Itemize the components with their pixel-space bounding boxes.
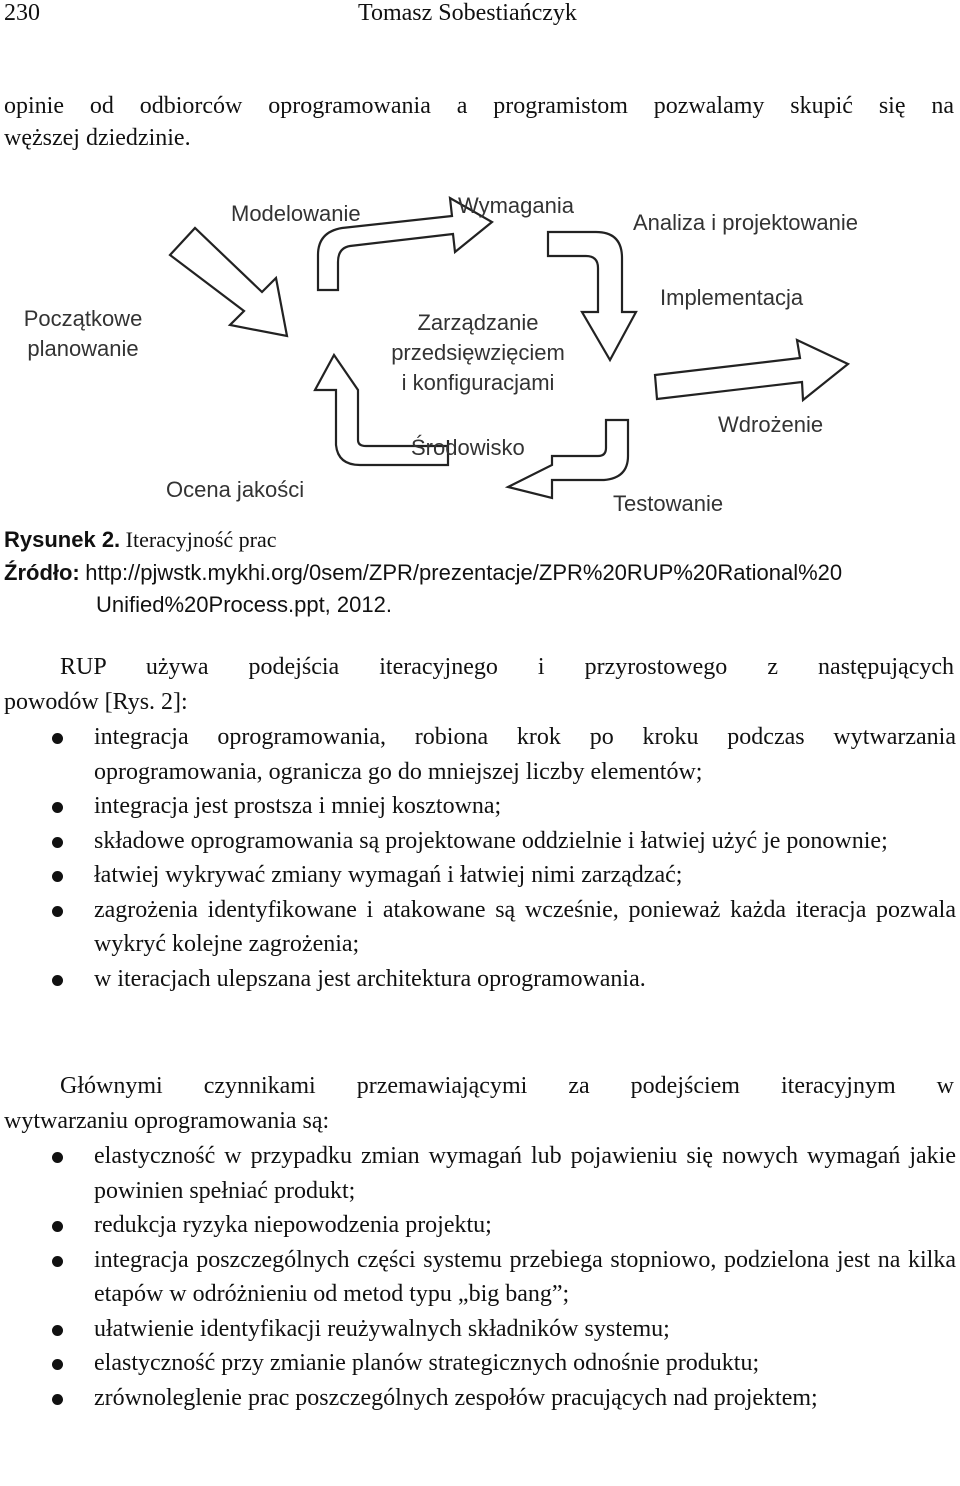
list-item: integracja oprogramowania, robiona krok po kroku podczas wytwarzania oprogramowania, ogranicza go do mniejszej liczby elementów; bbox=[0, 720, 956, 789]
figure-source bbox=[4, 557, 954, 621]
list-item: zrównoleglenie prac poszczególnych zespołów pracujących nad projektem; bbox=[0, 1381, 956, 1416]
list-item: integracja jest prostsza i mniej kosztowna; bbox=[0, 789, 956, 824]
intro-line-1: opinie od odbiorców oprogramowania a programistom pozwalamy skupić się na bbox=[4, 93, 954, 119]
label-wdrozenie: Wdrożenie bbox=[718, 412, 824, 437]
caption-label: Rysunek 2. bbox=[4, 527, 121, 552]
list-item: składowe oprogramowania są projektowane oddzielnie i łatwiej użyć je ponownie; bbox=[0, 824, 956, 859]
label-zarzadzanie bbox=[378, 308, 578, 398]
list-item: ułatwienie identyfikacji reużywalnych składników systemu; bbox=[0, 1312, 956, 1347]
paragraph-factors-line-2: wytwarzaniu oprogramowania są: bbox=[4, 1107, 330, 1134]
paragraph-factors-line-1: Głównymi czynnikami przemawiającymi za podejściem iteracyjnym w bbox=[60, 1073, 954, 1099]
label-modelowanie: Modelowanie bbox=[231, 201, 361, 226]
factors-list bbox=[0, 1139, 956, 1415]
label-wymagania: Wymagania bbox=[458, 193, 574, 218]
paragraph-rup-line-2: powodów [Rys. 2]: bbox=[4, 688, 188, 715]
paragraph-factors bbox=[4, 1069, 954, 1138]
intro-paragraph bbox=[4, 90, 954, 154]
arrow-planning bbox=[170, 228, 287, 336]
intro-line-2: węższej dziedzinie. bbox=[4, 125, 191, 151]
page-number: 230 bbox=[4, 0, 40, 26]
source-label: Źródło: bbox=[4, 560, 80, 585]
label-testowanie: Testowanie bbox=[613, 491, 724, 516]
label-poczatkowe-1: Początkowe bbox=[23, 306, 143, 331]
running-head-author: Tomasz Sobestiańczyk bbox=[358, 0, 577, 26]
iteration-diagram bbox=[0, 185, 960, 530]
figure-caption bbox=[4, 525, 277, 555]
list-item: redukcja ryzyka niepowodzenia projektu; bbox=[0, 1208, 956, 1243]
paragraph-rup-line-1: RUP używa podejścia iteracyjnego i przyrostowego z następujących bbox=[60, 654, 954, 680]
caption-text: Iteracyjność prac bbox=[125, 527, 277, 552]
label-poczatkowe-2: planowanie bbox=[27, 336, 139, 361]
source-line-1: http://pjwstk.mykhi.org/0sem/ZPR/prezentacje/ZPR%20RUP%20Rational%20 bbox=[85, 560, 843, 585]
label-zarzadzanie-1: Zarządzanie bbox=[417, 310, 539, 335]
arrow-deploy bbox=[655, 340, 848, 400]
list-item: integracja poszczególnych części systemu przebiega stopniowo, podzielona jest na kilka etapów w odróżnieniu od metod typu „big bang”; bbox=[0, 1243, 956, 1312]
label-zarzadzanie-2: przedsięwzięciem bbox=[391, 340, 565, 365]
label-ocena: Ocena jakości bbox=[166, 477, 305, 502]
list-item: elastyczność przy zmianie planów strategicznych odnośnie produktu; bbox=[0, 1346, 956, 1381]
page-header bbox=[0, 0, 960, 30]
label-implementacja: Implementacja bbox=[660, 285, 804, 310]
label-zarzadzanie-3: i konfiguracjami bbox=[401, 370, 555, 395]
arrow-bottom-right bbox=[508, 420, 628, 498]
source-line-2: Unified%20Process.ppt, 2012. bbox=[96, 592, 392, 617]
list-item: zagrożenia identyfikowane i atakowane są wcześnie, ponieważ każda iteracja pozwala wykryć kolejne zagrożenia; bbox=[0, 893, 956, 962]
reasons-list bbox=[0, 720, 956, 996]
list-item: łatwiej wykrywać zmiany wymagań i łatwiej nimi zarządzać; bbox=[0, 858, 956, 893]
label-srodowisko: Środowisko bbox=[411, 435, 525, 460]
label-poczatkowe bbox=[18, 304, 148, 364]
list-item: w iteracjach ulepszana jest architektura oprogramowania. bbox=[0, 962, 956, 997]
paragraph-rup bbox=[4, 650, 954, 719]
label-analiza: Analiza i projektowanie bbox=[633, 210, 859, 235]
list-item: elastyczność w przypadku zmian wymagań lub pojawieniu się nowych wymagań jakie powinien spełniać produkt; bbox=[0, 1139, 956, 1208]
